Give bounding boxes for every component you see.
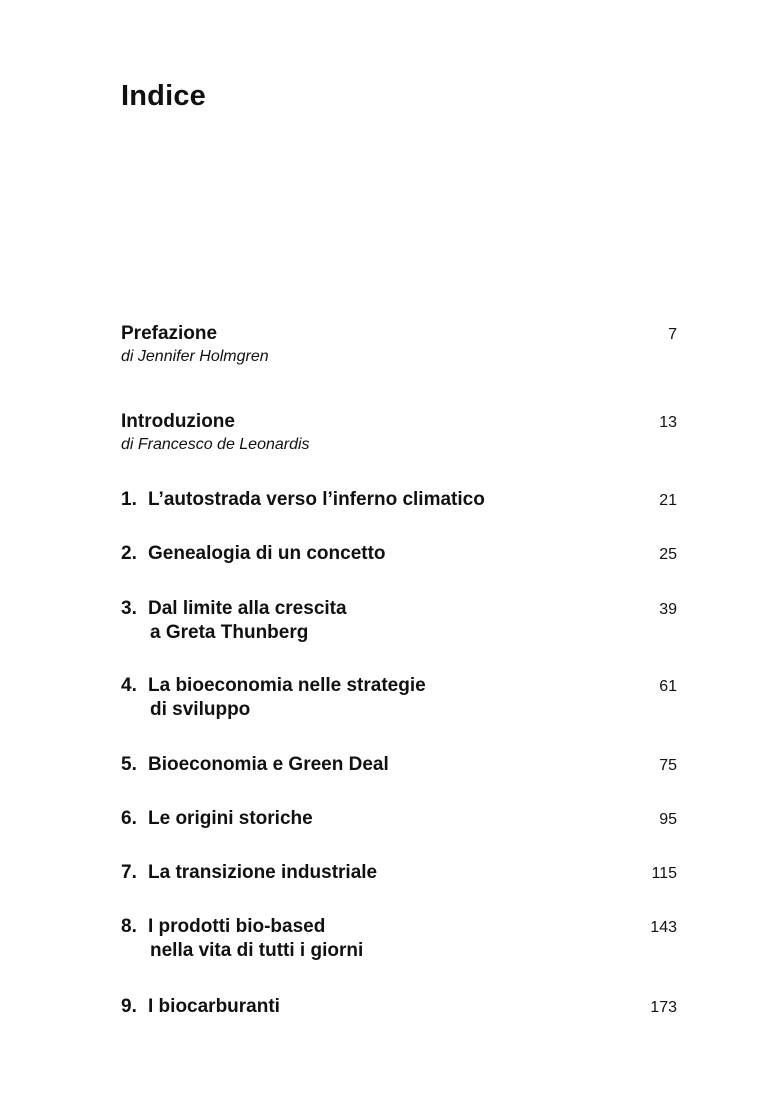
- page-title: Indice: [121, 80, 206, 112]
- entry-author: di Francesco de Leonardis: [121, 436, 310, 453]
- chapter-title: I prodotti bio-based: [148, 916, 326, 937]
- page-number: 13: [659, 414, 677, 431]
- chapter-title-continued: a Greta Thunberg: [150, 622, 309, 643]
- chapter-number: 9.: [121, 996, 137, 1017]
- page-number: 173: [650, 999, 677, 1016]
- toc-entry-chapter-1: [121, 488, 677, 512]
- page-number: 61: [659, 678, 677, 695]
- entry-heading: Introduzione: [121, 411, 235, 432]
- toc-entry-chapter-7: [121, 861, 677, 885]
- page-number: 115: [651, 865, 677, 882]
- chapter-title: Genealogia di un concetto: [148, 543, 386, 564]
- chapter-number: 5.: [121, 754, 137, 775]
- chapter-title: Dal limite alla crescita: [148, 598, 347, 619]
- chapter-title: Bioeconomia e Green Deal: [148, 754, 389, 775]
- page-number: 21: [659, 492, 677, 509]
- chapter-number: 2.: [121, 543, 137, 564]
- toc-entry-introduzione: [121, 410, 677, 456]
- toc-entry-chapter-9: [121, 995, 677, 1019]
- chapter-title-continued: nella vita di tutti i giorni: [150, 940, 364, 961]
- chapter-title: L’autostrada verso l’inferno climatico: [148, 489, 485, 510]
- page-number: 143: [650, 919, 677, 936]
- toc-entry-chapter-3: [121, 597, 677, 645]
- chapter-number: 6.: [121, 808, 137, 829]
- chapter-title: La transizione industriale: [148, 862, 378, 883]
- chapter-number: 7.: [121, 862, 137, 883]
- chapter-title-continued: di sviluppo: [150, 699, 251, 720]
- toc-entry-chapter-5: [121, 753, 677, 777]
- entry-heading: Prefazione: [121, 323, 218, 344]
- chapter-number: 3.: [121, 598, 137, 619]
- chapter-number: 4.: [121, 675, 137, 696]
- page-number: 75: [659, 757, 677, 774]
- toc-entry-chapter-6: [121, 807, 677, 831]
- chapter-title: La bioeconomia nelle strategie: [148, 675, 426, 696]
- page-number: 7: [668, 326, 677, 343]
- chapter-title: I biocarburanti: [148, 996, 280, 1017]
- page-number: 39: [659, 601, 677, 618]
- chapter-title: Le origini storiche: [148, 808, 313, 829]
- chapter-number: 1.: [121, 489, 137, 510]
- page-number: 25: [659, 546, 677, 563]
- page-number: 95: [659, 811, 677, 828]
- toc-entry-prefazione: [121, 322, 677, 368]
- toc-entry-chapter-4: [121, 674, 677, 722]
- toc-entry-chapter-2: [121, 542, 677, 566]
- entry-author: di Jennifer Holmgren: [121, 348, 269, 365]
- chapter-number: 8.: [121, 916, 137, 937]
- toc-entry-chapter-8: [121, 915, 677, 963]
